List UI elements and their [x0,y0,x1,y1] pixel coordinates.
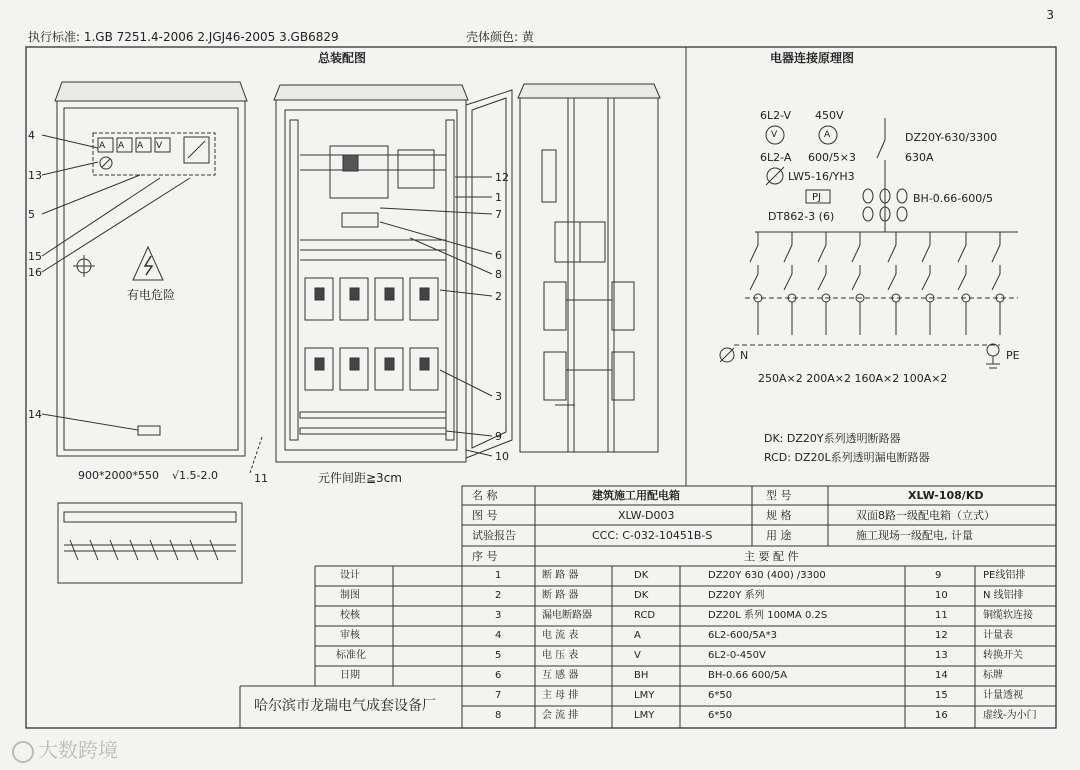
watermark [12,740,118,763]
parts-cell-no2: 9 [935,570,942,581]
branch-breaker-4 [888,245,896,262]
parts-cell-spec: DZ20L 系列 100MA 0.2S [708,610,828,621]
schematic-title: 电器连接原理图 [770,51,855,65]
voltmeter-label: 6L2-V [760,109,791,122]
parts-cell-no: 2 [495,590,502,601]
parts-cell-no: 6 [495,670,502,681]
parts-cell-spec: 6*50 [708,710,733,721]
pe-label: PE [1006,349,1020,362]
spacing-note: 元件间距≧3cm [318,471,402,485]
parts-cell-code: DK [634,590,649,601]
tb-drawing-label: 图 号 [472,509,498,522]
branch-circuits [750,232,1004,335]
tb-spec-label: 规 格 [766,509,792,522]
dimensions-label: 900*2000*550 [78,469,159,482]
branch-rcd-2 [818,274,826,290]
parts-cell-no: 3 [495,610,502,621]
callout-3: 3 [495,390,502,403]
callout-5: 5 [28,208,35,221]
callout-4: 4 [28,129,35,142]
parts-cell-code: BH [634,670,649,681]
parts-cell-code: V [634,650,641,661]
meter-label-1: A [99,141,106,151]
tb-use-label: 用 途 [766,529,792,542]
parts-cell-code: LMY [634,710,655,721]
callout-9: 9 [495,430,502,443]
signoff-date: 日期 [340,670,360,681]
parts-cell-name: 电 压 表 [542,650,579,661]
callout-7: 7 [495,208,502,221]
pj-label: PJ [812,192,821,203]
parts-cell-spec: DZ20Y 630 (400) /3300 [708,570,826,581]
parts-cell-no: 8 [495,710,502,721]
branch-breaker-2 [818,245,826,262]
a-symbol: A [824,130,831,140]
parts-cell-item2: 铜缆软连接 [983,610,1033,621]
parts-cell-no: 1 [495,570,502,581]
meter-label-4: V [156,141,163,151]
tb-report-value: CCC: C-032-10451B-S [592,529,713,542]
shell-color-text: 壳体颜色: 黄 [466,30,534,44]
meter-label-2: A [118,141,125,151]
page-number: 3 [1046,8,1054,22]
parts-cell-spec: 6L2-600/5A*3 [708,630,777,641]
standards-text: 执行标准: 1.GB 7251.4-2006 2.JGJ46-2005 3.GB6829 [28,30,339,44]
parts-cell-code: RCD [634,610,656,621]
branch-rcd-5 [922,274,930,290]
parts-cell-no: 5 [495,650,502,661]
tb-report-label: 试验报告 [472,529,516,542]
signoff-check: 校核 [340,610,360,621]
branch-rcd-7 [992,274,1000,290]
parts-cell-no: 4 [495,630,502,641]
parts-cell-no2: 13 [935,650,948,661]
parts-cell-no: 7 [495,690,502,701]
parts-cell-item2: 标牌 [983,670,1003,681]
voltage-label: 450V [815,109,844,122]
callout-15: 15 [28,250,42,263]
callout-16: 16 [28,266,42,279]
tb-seq-label: 序 号 [472,550,498,563]
tb-parts-label: 主 要 配 件 [744,550,799,563]
parts-cell-no2: 12 [935,630,948,641]
parts-cell-no2: 14 [935,670,948,681]
parts-cell-no2: 11 [935,610,948,621]
watermark-text: 大数跨境 [38,738,118,762]
branch-breaker-0 [750,245,758,262]
tb-model-value: XLW-108/KD [908,489,984,502]
ct-label: BH-0.66-600/5 [913,192,993,205]
parts-cell-name: 电 流 表 [542,630,579,641]
parts-cell-item2: 转换开关 [983,650,1023,661]
parts-cell-no2: 16 [935,710,948,721]
parts-cell-code: DK [634,570,649,581]
parts-cell-spec: DZ20Y 系列 [708,590,765,601]
parts-cell-code: A [634,630,641,641]
tb-name-value: 建筑施工用配电箱 [592,489,680,502]
v-symbol: V [771,130,778,140]
switch-label: LW5-16/YH3 [788,170,855,183]
tb-use-value: 施工现场一级配电, 计量 [856,529,973,542]
branch-rcd-6 [958,274,966,290]
assembly-title: 总装配图 [318,51,367,65]
watermark-logo-icon [12,741,34,763]
branch-rcd-1 [784,274,792,290]
branch-ratings: 250A×2 200A×2 160A×2 100A×2 [758,372,948,385]
meter-label-3: A [137,141,144,151]
branch-breaker-7 [992,245,1000,262]
callout-10: 10 [495,450,509,463]
branch-breaker-1 [784,245,792,262]
front-view-cabinet [42,82,262,473]
parts-cell-spec: 6L2-0-450V [708,650,766,661]
parts-cell-item2: N 线铝排 [983,590,1024,601]
company-name: 哈尔滨市龙瑞电气成套设备厂 [254,698,436,714]
branch-rcd-3 [852,274,860,290]
ct-ratio-label: 600/5×3 [808,151,856,164]
side-view-cabinet [518,84,660,452]
parts-cell-name: 主 母 排 [542,690,579,701]
branch-breaker-3 [852,245,860,262]
parts-cell-spec: BH-0.66 600/5A [708,670,788,681]
danger-label: 有电危险 [127,288,176,302]
tb-name-label: 名 称 [472,489,498,502]
branch-rcd-0 [750,274,758,290]
parts-cell-no2: 10 [935,590,948,601]
parts-cell-name: 断 路 器 [542,570,579,581]
parts-cell-no2: 15 [935,690,948,701]
parts-cell-item2: 虚线-为小门 [983,710,1037,721]
interior-view-cabinet [274,85,512,462]
signoff-review: 审核 [340,630,360,641]
ammeter-label: 6L2-A [760,151,792,164]
callout-12: 12 [495,171,509,184]
signoff-design: 设计 [340,570,360,581]
branch-breaker-6 [958,245,966,262]
parts-cell-code: LMY [634,690,655,701]
tb-spec-value: 双面8路一级配电箱（立式） [856,509,995,522]
parts-cell-name: 断 路 器 [542,590,579,601]
tb-drawing-value: XLW-D003 [618,509,675,522]
parts-cell-name: 互 感 器 [542,670,579,681]
thickness-label: √1.5-2.0 [172,469,218,482]
signoff-drafting: 制图 [340,590,360,601]
signoff-standardization: 标准化 [336,650,366,661]
branch-rcd-4 [888,274,896,290]
main-current-label: 630A [905,151,934,164]
legend-rcd: RCD: DZ20L系列透明漏电断路器 [764,451,930,464]
legend-dk: DK: DZ20Y系列透明断路器 [764,432,901,445]
parts-cell-item2: 计量透视 [983,690,1023,701]
callout-14: 14 [28,408,42,421]
parts-cell-name: 会 流 排 [542,710,579,721]
energy-meter-label: DT862-3 (6) [768,210,835,223]
callout-11: 11 [254,472,268,485]
callout-8: 8 [495,268,502,281]
parts-cell-item2: PE线铝排 [983,570,1026,581]
tb-model-label: 型 号 [766,489,792,502]
callout-1: 1 [495,191,502,204]
parts-cell-item2: 计量表 [983,630,1013,641]
callout-6: 6 [495,249,502,262]
neutral-label: N [740,349,749,362]
busbar-detail [58,503,242,583]
main-breaker-label: DZ20Y-630/3300 [905,131,998,144]
callout-2: 2 [495,290,502,303]
parts-cell-spec: 6*50 [708,690,733,701]
callout-13: 13 [28,169,42,182]
parts-cell-name: 漏电断路器 [542,610,592,621]
branch-breaker-5 [922,245,930,262]
